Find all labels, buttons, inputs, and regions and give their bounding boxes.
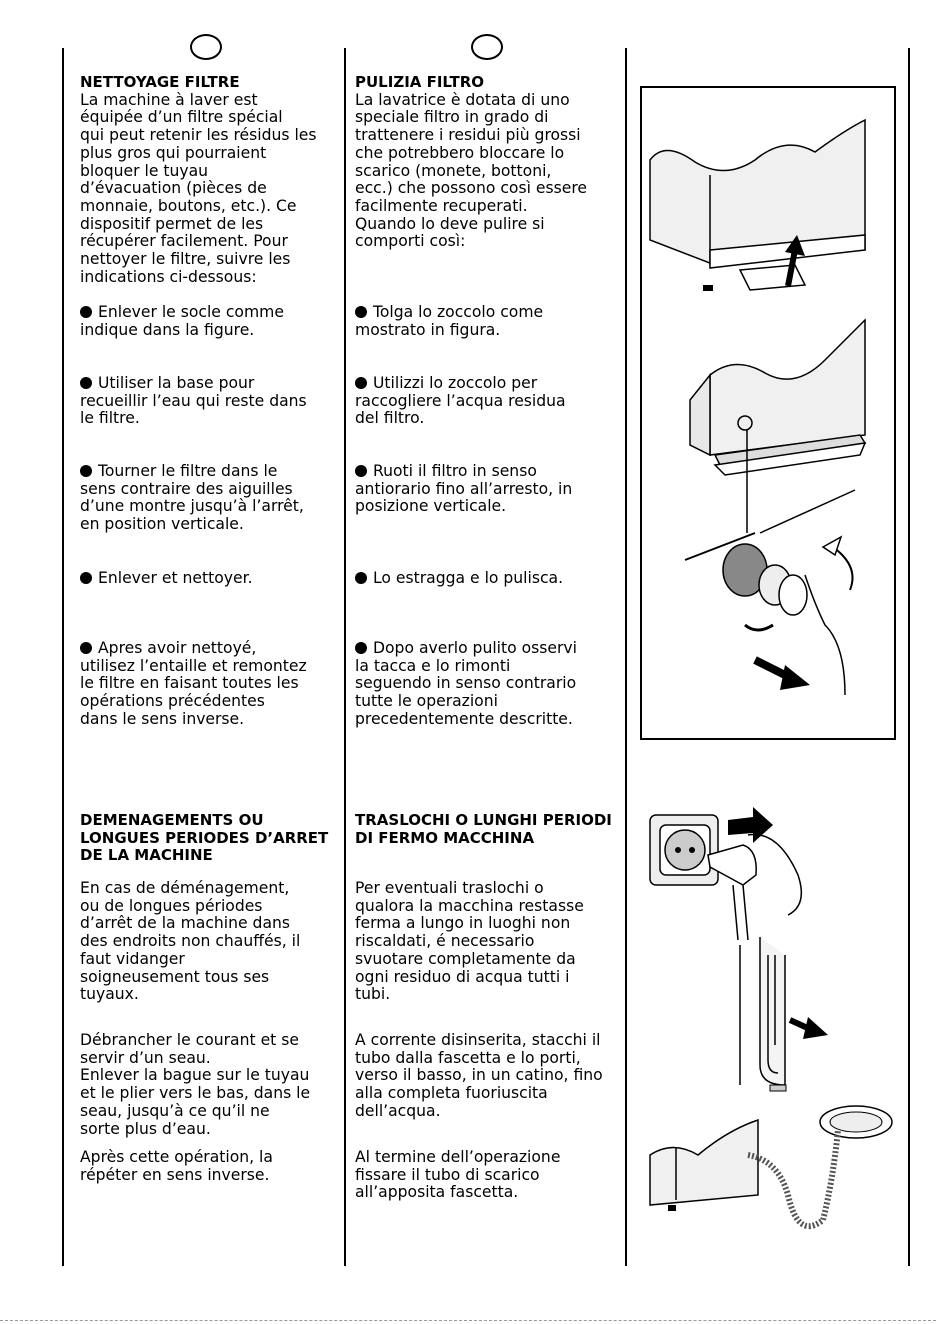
column-rule-far-right [908,48,910,1266]
step-3-it: Ruoti il filtro in senso antiorario fino all’arresto, in posizione verticale. [355,462,573,516]
filter-intro-it: La lavatrice è dotata di uno speciale filtro in grado di trattenere i residui più grossi che potrebbero bloccare lo scarico (monete, bottoni, ecc.) che possono così essere facilmente recuperati. Quando lo deve pulire si comporti così: [355,90,587,251]
column-rule-middle [344,48,346,1266]
moving-title-fr: DEMENAGEMENTS OU LONGUES PERIODES D’ARRET DE LA MACHINE [80,811,329,865]
filter-intro-fr: La machine à laver est équipée d’un filtre spécial qui peut retenir les résidus les plus gros qui pourraient bloquer le tuyau d’évacuation (pièces de monnaie, boutons, etc.). Ce dispositif permet de les récupérer facilement. Pour nettoyer le filtre, suivre les indications ci-dessous: [80,90,317,286]
filter-rotate-icon [645,485,890,710]
step-1-fr: Enlever le socle comme indique dans la figure. [80,303,284,339]
bullet-icon [80,572,92,584]
moving-section-fr [80,812,342,865]
moving-p1-it: Per eventuali traslochi o qualora la macchina restasse ferma a lungo in luoghi non riscaldati, é necessario svuotare completamente da ogni residuo di acqua tutti i tubi. [355,879,584,1004]
language-marker-it [471,34,503,60]
step-1-it: Tolga lo zoccolo come mostrato in figura. [355,303,544,339]
column-rule-left [62,48,64,1266]
step-3-fr: Tourner le filtre dans le sens contraire des aiguilles d’une montre jusqu’à l’arrêt, en position verticale. [80,462,304,534]
moving-section-it [355,812,623,847]
moving-p1-fr: En cas de déménagement, ou de longues périodes d’arrêt de la machine dans des endroits non chauffés, il faut vidanger soigneusement tous ses tuyaux. [80,879,301,1004]
column-fr [80,74,342,286]
bullet-icon [80,377,92,389]
column-it [355,74,623,251]
column-rule-right [625,48,627,1266]
language-marker-fr [190,34,222,60]
step-4-it: Lo estragga e lo pulisca. [355,570,623,588]
plinth-tray-icon [645,315,890,485]
step-5-fr: Apres avoir nettoyé, utilisez l’entaille et remontez le filtre en faisant toutes les opérations précédentes dans le sens inverse. [80,639,307,728]
moving-p2-fr: Débrancher le courant et se servir d’un seau. Enlever la bague sur le tuyau et le plier vers le bas, dans le seau, jusqu’à ce qu’il ne sorte plus d’eau. [80,1031,311,1138]
moving-p3-fr: Après cette opération, la répéter en sens inverse. [80,1148,273,1184]
bottom-dashed-line [0,1320,936,1321]
bullet-icon [355,306,367,318]
unplug-icon [648,805,818,945]
step-2-it: Utilizzi lo zoccolo per raccogliere l’acqua residua del filtro. [355,374,566,428]
bullet-icon [355,572,367,584]
bullet-icon [80,306,92,318]
step-4-fr: Enlever et nettoyer. [80,570,342,588]
filter-title-it: PULIZIA FILTRO [355,73,485,91]
step-2-fr: Utiliser la base pour recueillir l’eau qui reste dans le filtre. [80,374,307,428]
moving-p3-it: Al termine dell’operazione fissare il tubo di scarico all’apposita fascetta. [355,1148,561,1202]
bullet-icon [355,377,367,389]
bullet-icon [80,465,92,477]
step-5-it: Dopo averlo pulito osservi la tacca e lo rimonti seguendo in senso contrario tutte le operazioni precedentemente descritte. [355,639,577,728]
moving-p2-it: A corrente disinserita, stacchi il tubo dalla fascetta e lo porti, verso il basso, in un catino, fino alla completa fuoriuscita dell’acqua. [355,1031,603,1120]
hose-clip-icon [730,935,840,1105]
filter-title-fr: NETTOYAGE FILTRE [80,73,240,91]
bullet-icon [355,642,367,654]
bullet-icon [80,642,92,654]
bullet-icon [355,465,367,477]
plinth-removal-icon [645,100,890,300]
hose-bowl-icon [648,1100,898,1240]
moving-title-it: TRASLOCHI O LUNGHI PERIODI DI FERMO MACCHINA [355,811,612,847]
